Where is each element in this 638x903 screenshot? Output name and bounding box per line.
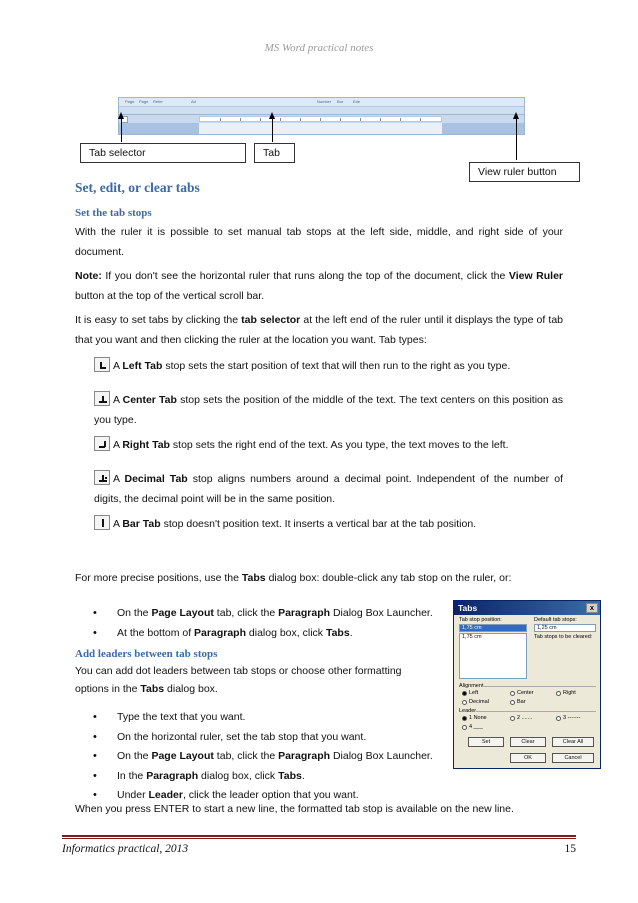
align-right-radio[interactable] bbox=[556, 691, 561, 696]
tab-stop-list[interactable]: 1,75 cm bbox=[459, 633, 527, 679]
section-title: Set, edit, or clear tabs bbox=[75, 180, 200, 195]
list-item: • On the Page Layout tab, click the Paragraph Dialog Box Launcher. bbox=[93, 604, 433, 624]
tabs-dialog: Tabs x Tab stop position: 1,75 cm 1,75 cm Default tab stops: 1,25 cm Tab stops to be cleared: Alignment Left Center Right Decimal Bar Leader 1 None 2 ....... 3 ------- 4 ___ Set Clear Clear All OK Cancel bbox=[453, 600, 601, 769]
list-item: • Under Leader, click the leader option that you want. bbox=[93, 786, 433, 806]
list-item: • On the horizontal ruler, set the tab stop that you want. bbox=[93, 728, 433, 748]
list-item: • At the bottom of Paragraph dialog box, click Tabs. bbox=[93, 624, 433, 644]
arrow-icon bbox=[272, 118, 273, 142]
callout-view-ruler: View ruler button bbox=[469, 162, 580, 182]
ribbon-groups bbox=[119, 107, 524, 115]
intro-paragraph: With the ruler it is possible to set manual tab stops at the left side, middle, and right side of your document. bbox=[75, 226, 563, 258]
tab-type-bar: A Bar Tab stop doesn't position text. It inserts a vertical bar at the tab position. bbox=[94, 515, 563, 535]
tab-type-right: A Right Tab stop sets the right end of the text. As you type, the text moves to the left. bbox=[94, 436, 563, 456]
leader-dashes-radio[interactable] bbox=[556, 716, 561, 721]
ribbon-word: Number bbox=[317, 99, 332, 104]
subheading-set-tab-stops: Set the tab stops bbox=[75, 207, 152, 219]
tab-selector-paragraph: It is easy to set tabs by clicking the tab selector at the left end of the ruler until it displays the type of tab that you want and then clicking the ruler at the location you want. Tab types: bbox=[75, 314, 564, 346]
align-center-radio[interactable] bbox=[510, 691, 515, 696]
align-bar-radio[interactable] bbox=[510, 700, 515, 705]
leader-line-radio[interactable] bbox=[462, 725, 467, 730]
leaders-line-2: options in the Tabs dialog box. bbox=[75, 683, 218, 695]
closing-paragraph: When you press ENTER to start a new line, the formatted tab stop is available on the new line. bbox=[75, 803, 514, 815]
arrow-icon bbox=[516, 118, 517, 160]
tab-type-center: A Center Tab stop sets the position of the middle of the text. The text centers on this position as you type. bbox=[94, 391, 563, 430]
leader-none-radio[interactable] bbox=[462, 716, 467, 721]
ruler-screenshot bbox=[118, 97, 525, 135]
align-left-radio[interactable] bbox=[462, 691, 467, 696]
page-header: MS Word practical notes bbox=[264, 42, 374, 54]
footer-text: Informatics practical, 2013 bbox=[62, 843, 189, 855]
clear-all-button[interactable]: Clear All bbox=[552, 737, 594, 747]
tab-type-left: A Left Tab stop sets the start position of text that will then run to the right as you type. bbox=[94, 357, 563, 377]
tab-type-decimal: A Decimal Tab stop aligns numbers around a decimal point. Independent of the number of digits, the decimal point will be in the same position. bbox=[94, 470, 563, 509]
ribbon-tabs bbox=[119, 98, 524, 107]
right-tab-icon bbox=[94, 436, 110, 451]
ribbon-word: Page bbox=[125, 99, 135, 104]
footer-rule bbox=[62, 835, 576, 837]
leaders-bullets bbox=[93, 708, 433, 806]
horizontal-ruler[interactable] bbox=[199, 116, 442, 122]
ribbon-word: Bor bbox=[337, 99, 344, 104]
dialog-title-bar: Tabs x bbox=[454, 601, 600, 615]
left-tab-icon bbox=[94, 357, 110, 372]
note-paragraph: Note: If you don't see the horizontal ruler that runs along the top of the document, click the View Ruler button at the top of the vertical scroll bar. bbox=[75, 270, 563, 302]
ribbon-word: Page bbox=[139, 99, 149, 104]
ribbon-word: Ede bbox=[353, 99, 361, 104]
center-tab-icon bbox=[94, 391, 110, 406]
precise-bullets bbox=[93, 604, 433, 643]
ribbon-word: Refer bbox=[153, 99, 163, 104]
list-item: • On the Page Layout tab, click the Paragraph Dialog Box Launcher. bbox=[93, 747, 433, 767]
list-item: • Type the text that you want. bbox=[93, 708, 433, 728]
callout-tab-selector: Tab selector bbox=[80, 143, 246, 163]
precise-paragraph: For more precise positions, use the Tabs dialog box: double-click any tab stop on the ruler, or: bbox=[75, 572, 512, 584]
tab-stop-position-input[interactable]: 1,75 cm bbox=[459, 624, 527, 632]
align-decimal-radio[interactable] bbox=[462, 700, 467, 705]
subheading-leaders: Add leaders between tab stops bbox=[75, 648, 218, 660]
clear-button[interactable]: Clear bbox=[510, 737, 546, 747]
decimal-tab-icon bbox=[94, 470, 110, 485]
leaders-line-1: You can add dot leaders between tab stops or choose other formatting bbox=[75, 665, 402, 677]
callout-tab: Tab bbox=[254, 143, 295, 163]
leader-dots-radio[interactable] bbox=[510, 716, 515, 721]
set-button[interactable]: Set bbox=[468, 737, 504, 747]
document-area bbox=[199, 123, 442, 135]
ok-button[interactable]: OK bbox=[510, 753, 546, 763]
page-number: 15 bbox=[564, 843, 576, 855]
default-tab-stops-input[interactable]: 1,25 cm bbox=[534, 624, 596, 632]
arrow-icon bbox=[121, 118, 122, 142]
cancel-button[interactable]: Cancel bbox=[552, 753, 594, 763]
footer-rule bbox=[62, 838, 576, 839]
list-item: • In the Paragraph dialog box, click Tabs. bbox=[93, 767, 433, 787]
bar-tab-icon bbox=[94, 515, 110, 530]
close-icon[interactable]: x bbox=[586, 603, 598, 613]
ribbon-word: Ad bbox=[191, 99, 196, 104]
